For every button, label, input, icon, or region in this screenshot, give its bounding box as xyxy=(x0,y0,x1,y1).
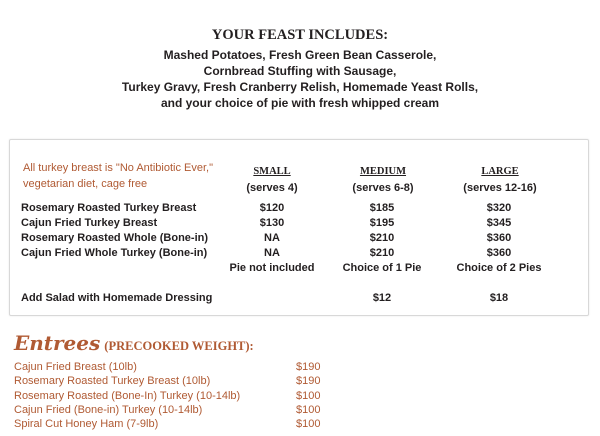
entree-price: $100 xyxy=(296,418,321,430)
price-cell: $195 xyxy=(369,217,395,229)
feast-title: YOUR FEAST INCLUDES: xyxy=(211,27,389,43)
row-label: Cajun Fried Whole Turkey (Bone-in) xyxy=(21,247,208,259)
entrees-title: Entrees xyxy=(14,331,101,355)
price-cell: $185 xyxy=(369,202,395,214)
price-cell: $120 xyxy=(259,202,285,214)
entree-name: Rosemary Roasted Turkey Breast (10lb) xyxy=(14,375,211,387)
serves-small: (serves 4) xyxy=(246,182,298,194)
price-cell: $360 xyxy=(486,247,512,259)
entree-price: $100 xyxy=(296,404,321,416)
price-cell: NA xyxy=(264,247,280,259)
entree-price: $100 xyxy=(296,390,321,402)
salad-price: $12 xyxy=(372,292,392,304)
entree-name: Cajun Fried (Bone-in) Turkey (10-14lb) xyxy=(14,404,203,416)
size-header-small: SMALL xyxy=(253,166,291,177)
entree-name: Cajun Fried Breast (10lb) xyxy=(14,361,137,373)
serves-large: (serves 12-16) xyxy=(463,182,537,194)
price-cell: $130 xyxy=(259,217,285,229)
salad-label: Add Salad with Homemade Dressing xyxy=(21,292,213,304)
price-cell: $360 xyxy=(486,232,512,244)
row-label: Rosemary Roasted Turkey Breast xyxy=(21,202,197,214)
pie-cell: Choice of 1 Pie xyxy=(342,262,422,274)
price-cell: $320 xyxy=(486,202,512,214)
feast-line: Mashed Potatoes, Fresh Green Bean Casserole, xyxy=(163,48,437,62)
salad-price: $18 xyxy=(489,292,509,304)
price-cell: $210 xyxy=(369,232,395,244)
feast-line: Turkey Gravy, Fresh Cranberry Relish, Homemade Yeast Rolls, xyxy=(121,80,479,94)
size-header-large: LARGE xyxy=(481,166,519,177)
entree-name: Spiral Cut Honey Ham (7-9lb) xyxy=(14,418,159,430)
entrees-heading xyxy=(14,331,254,355)
feast-line: and your choice of pie with fresh whipped cream xyxy=(160,96,440,110)
entree-price: $190 xyxy=(296,375,321,387)
price-cell: NA xyxy=(264,232,280,244)
feast-line: Cornbread Stuffing with Sausage, xyxy=(203,64,397,78)
price-cell: $210 xyxy=(369,247,395,259)
entree-price: $190 xyxy=(296,361,321,373)
size-header-medium: MEDIUM xyxy=(359,166,407,177)
pie-cell: Choice of 2 Pies xyxy=(456,262,542,274)
entrees-subtitle: (PRECOOKED WEIGHT): xyxy=(104,339,254,353)
entree-name: Rosemary Roasted (Bone-In) Turkey (10-14lb) xyxy=(14,390,241,402)
serves-medium: (serves 6-8) xyxy=(352,182,414,194)
turkey-note: All turkey breast is "No Antibiotic Ever," vegetarian diet, cage free xyxy=(23,162,213,190)
pie-cell: Pie not included xyxy=(229,262,315,274)
price-cell: $345 xyxy=(486,217,512,229)
row-label: Rosemary Roasted Whole (Bone-in) xyxy=(21,232,209,244)
row-label: Cajun Fried Turkey Breast xyxy=(21,217,158,229)
